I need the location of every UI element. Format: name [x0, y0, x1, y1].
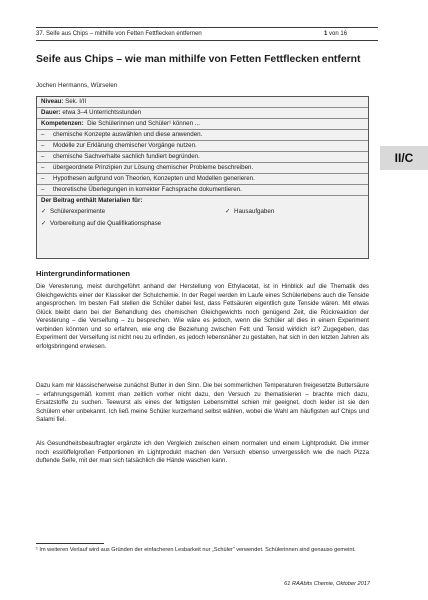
kompetenz-item: – Hypothesen aufgrund von Theorien, Konzepten und Modellen generieren.	[37, 174, 368, 185]
material-item: ✓ Hausaufgaben	[225, 208, 275, 215]
dauer-row	[37, 108, 368, 119]
checkmark-icon: ✓	[41, 220, 47, 227]
page-number: 1	[324, 31, 328, 37]
header-title: 37. Seife aus Chips – mithilfe von Fetten Fettflecken entfernen	[36, 31, 202, 37]
article-author: Jochen Hermanns, Würselen	[36, 82, 118, 89]
niveau-value: Sek. I/II	[65, 98, 87, 105]
info-box	[36, 96, 369, 259]
article-title: Seife aus Chips – wie man mithilfe von Fetten Fettflecken entfernt	[36, 54, 361, 65]
body-paragraph: Dazu kam mir klassischerweise zunächst Butter in den Sinn. Die bei sommerlichen Temperaturen freigesetzte Buttersäure – erfahrungsgemäß kommt man zeitlich vorher nicht dazu, den Versuch zu thematisieren – brachte mich dazu, Ersatzstoffe zu suchen. Teewurst als eines der fettigsten Lebensmittel schien mir geeignet, doch leider ist sie den Schülern eher unbekannt. Ich ließ meine Schüler kurzerhand selbst wählen, wobei die Wahl am häufigsten auf Chips und Salami fiel.	[36, 382, 369, 424]
dauer-value: etwa 3–4 Unterrichtsstunden	[62, 109, 142, 116]
footnote: ¹ Im weiteren Verlauf wird aus Gründen der einfacheren Lesbarkeit nur „Schüler“ verwendet. Schülerinnen sind genauso gemeint.	[36, 547, 356, 553]
kompetenz-item: – übergeordnete Prinzipien zur Lösung chemischer Probleme beschreiben.	[37, 163, 368, 174]
section-tab-marker: II/C	[380, 146, 428, 170]
kompetenz-item: – Modelle zur Erklärung chemischer Vorgänge nutzen.	[37, 141, 368, 152]
kompetenz-item: – chemische Konzepte auswählen und diese anwenden.	[37, 130, 368, 141]
niveau-label: Niveau:	[41, 98, 64, 105]
kompetenzen-label: Kompetenzen:	[41, 120, 84, 127]
niveau-row	[37, 97, 368, 108]
checkmark-icon: ✓	[225, 208, 231, 215]
section-title: Hintergrundinformationen	[36, 269, 131, 278]
material-item: ✓ Vorbereitung auf die Qualifikationsphase	[41, 220, 162, 227]
body-paragraph: Als Gesundheitsbeauftragter ergänzte ich den Vergleich zwischen einem normalen und einem Lightprodukt. Die immer noch esslöffelgroßen Fettportionen im Lightprodukt machen den Versuch ebenso unvergesslich wie die nach Pizza duftende Seife, mit der man sich tatsächlich die Hände waschen kann.	[36, 440, 369, 465]
body-paragraph: Die Veresterung, meist durchgeführt anhand der Herstellung von Ethylacetat, ist in Hinblick auf die Thematik des Gleichgewichts einer der Klassiker der Schulchemie. In der Regel werden im Laufe eines Schülerlebens auch die Tenside angesprochen. Im besten Fall stellen die Schüler dabei fest, dass Fettsäuren eigentlich gute Tenside wären. Mit etwas Glück bleibt dann bei der Behandlung des chemischen Gleichgewichts noch genügend Zeit, die Rückreaktion der Veresterung – die Verseifung – zu besprechen. Wie wäre es jedoch, wenn die Schüler all dies in einem Experiment verbinden könnten und so erfahren, wie eng die Beziehung zwischen Fett und Tensid wirklich ist? Zugegeben, das Experiment der Verseifung ist nicht neu zu erfinden, es jedoch lebensnäher zu gestalten, hat sich in den letzten Jahren als erfolgsbringend erwiesen.	[36, 283, 369, 350]
footnote-rule	[36, 543, 104, 544]
page-indicator	[324, 31, 347, 37]
kompetenzen-row	[37, 119, 368, 130]
kompetenzen-intro: Die Schülerinnen und Schüler¹ können ...	[87, 120, 200, 127]
header-bottom-rule	[36, 40, 378, 41]
kompetenz-item: – theoretische Überlegungen in korrekter Fachsprache dokumentieren.	[37, 185, 368, 196]
dauer-label: Dauer:	[41, 109, 61, 116]
materials-heading: Der Beitrag enthält Materialien für:	[41, 197, 143, 204]
page-total: von 16	[329, 31, 348, 37]
checkmark-icon: ✓	[41, 208, 47, 215]
page-footer: 61 RAAbits Chemie, Oktober 2017	[284, 581, 370, 587]
material-item: ✓ Schülerexperimente	[41, 208, 106, 215]
header-top-rule	[36, 27, 378, 28]
kompetenz-item: – chemische Sachverhalte sachlich fundiert begründen.	[37, 152, 368, 163]
